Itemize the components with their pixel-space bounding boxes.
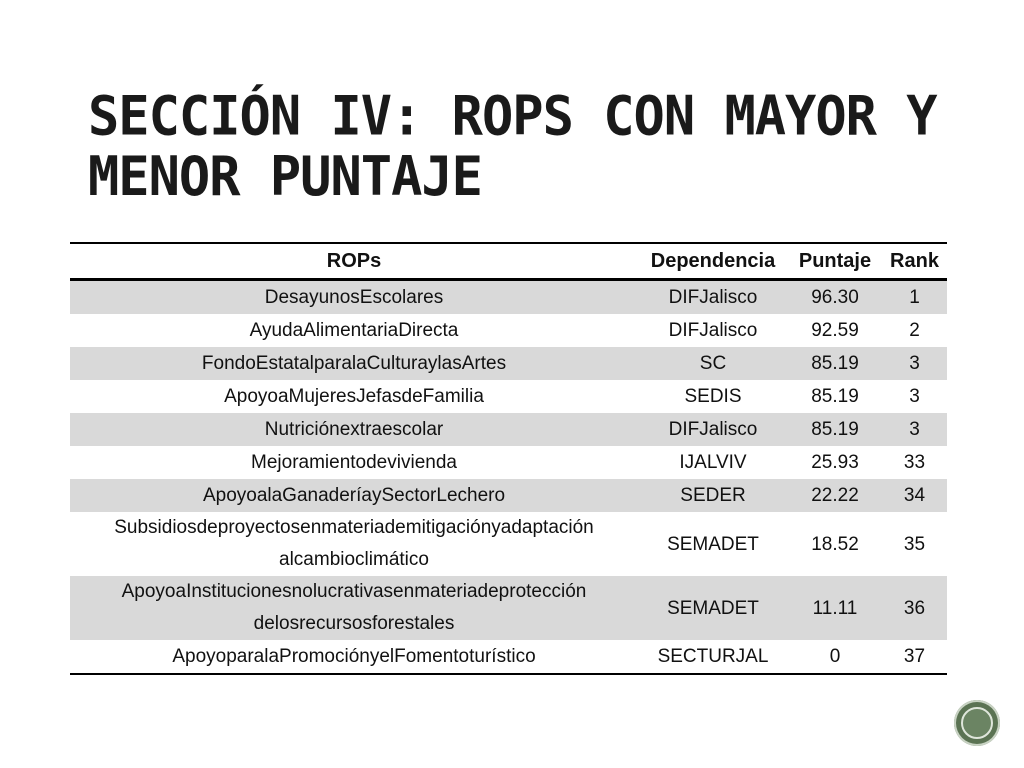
cell-rank: 34 [882, 479, 947, 512]
cell-puntaje: 85.19 [811, 386, 859, 407]
cell-rank: 36 [882, 576, 947, 640]
cell-rop: ApoyoaInstitucionesnolucrativasenmateriadeprotección delosrecursosforestales [70, 576, 638, 640]
table-row [70, 413, 947, 446]
header-rops: ROPs [326, 249, 382, 272]
table-row [70, 446, 947, 479]
cell-rank: 3 [909, 386, 920, 407]
cell-rop: ApoyoparalaPromociónyelFomentoturístico [172, 646, 536, 667]
header-rank: Rank [890, 249, 939, 272]
table-row [70, 640, 947, 674]
cell-puntaje: 92.59 [811, 320, 859, 341]
cell-rank: 3 [882, 347, 947, 380]
table-row [70, 380, 947, 413]
cell-rop: ApoyoaMujeresJefasdeFamilia [224, 386, 484, 407]
header-dependencia: Dependencia [650, 249, 776, 272]
cell-rank: 37 [903, 646, 926, 667]
cell-dependencia: DIFJalisco [638, 413, 788, 446]
cell-dependencia: SEDER [638, 479, 788, 512]
cell-rop: Mejoramientodevivienda [251, 452, 457, 473]
cell-dependencia: DIFJalisco [638, 280, 788, 315]
cell-puntaje: 96.30 [788, 280, 882, 315]
slide-logo-icon [954, 700, 1000, 746]
cell-puntaje: 85.19 [788, 347, 882, 380]
table-header-row [70, 243, 947, 280]
cell-dependencia: IJALVIV [679, 452, 747, 473]
cell-puntaje: 22.22 [788, 479, 882, 512]
cell-rop: FondoEstatalparalaCulturaylasArtes [70, 347, 638, 380]
cell-dependencia: SEMADET [667, 533, 759, 555]
rops-table-container [70, 242, 947, 675]
slide-title: SECCIÓN IV: ROPS CON MAYOR Y MENOR PUNTAJE [88, 84, 937, 209]
cell-rank: 33 [903, 452, 926, 473]
cell-puntaje: 18.52 [811, 533, 859, 555]
table-row [70, 314, 947, 347]
cell-rank: 2 [909, 320, 920, 341]
cell-rop: ApoyoalaGanaderíaySectorLechero [70, 479, 638, 512]
cell-rank: 1 [882, 280, 947, 315]
cell-dependencia: SEDIS [684, 386, 742, 407]
cell-rop: AyudaAlimentariaDirecta [249, 320, 459, 341]
rops-table [70, 242, 947, 675]
table-row [70, 576, 947, 640]
table-row [70, 280, 947, 315]
cell-dependencia: DIFJalisco [668, 320, 758, 341]
cell-dependencia: SC [638, 347, 788, 380]
table-row [70, 347, 947, 380]
cell-puntaje: 11.11 [788, 576, 882, 640]
cell-rank: 35 [903, 533, 926, 555]
cell-puntaje: 25.93 [811, 452, 859, 473]
table-row [70, 512, 947, 576]
cell-puntaje: 0 [829, 646, 841, 667]
cell-rop: Nutriciónextraescolar [70, 413, 638, 446]
cell-dependencia: SEMADET [638, 576, 788, 640]
header-puntaje: Puntaje [798, 249, 872, 272]
cell-rop: DesayunosEscolares [70, 280, 638, 315]
table-row [70, 479, 947, 512]
cell-rop: Subsidiosdeproyectosenmateriademitigaciónyadaptación alcambioclimático [114, 517, 594, 570]
cell-dependencia: SECTURJAL [657, 646, 769, 667]
cell-puntaje: 85.19 [788, 413, 882, 446]
cell-rank: 3 [882, 413, 947, 446]
